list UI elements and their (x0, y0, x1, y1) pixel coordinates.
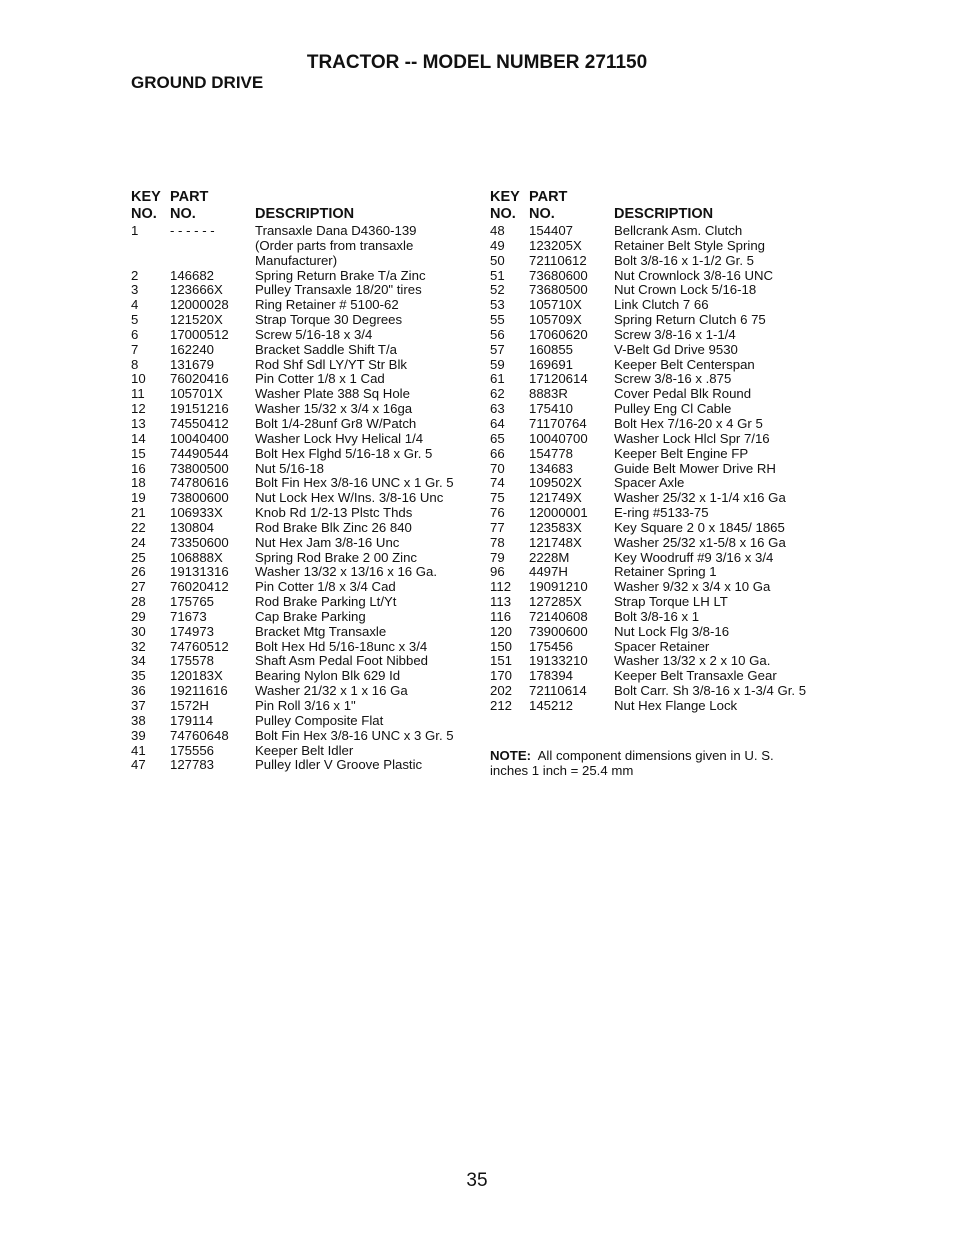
part-description: Screw 3/8-16 x .875 (614, 371, 732, 387)
key-number: 57 (490, 341, 505, 357)
part-description: Spring Rod Brake 2 00 Zinc (255, 549, 417, 565)
part-description: Nut Hex Jam 3/8-16 Unc (255, 534, 400, 550)
part-number: 105701X (170, 386, 223, 402)
part-number: 73900600 (529, 623, 588, 639)
part-description: Washer 21/32 x 1 x 16 Ga (255, 683, 408, 699)
part-description: Washer 13/32 x 13/16 x 16 Ga. (255, 564, 438, 580)
part-number: 19131316 (170, 564, 229, 580)
header-description: DESCRIPTION (255, 206, 355, 222)
part-description: Bolt 1/4-28unf Gr8 W/Patch (255, 415, 417, 431)
part-description: Keeper Belt Idler (255, 742, 354, 758)
part-description: Spring Return Brake T/a Zinc (255, 267, 426, 283)
part-description: Nut Lock Flg 3/8-16 (614, 623, 730, 639)
key-number: 7 (131, 341, 139, 357)
part-description: Strap Torque 30 Degrees (255, 312, 403, 328)
part-description: V-Belt Gd Drive 9530 (614, 341, 738, 357)
note-text: All component dimensions given in U. S. inches 1 inch = 25.4 mm (490, 748, 774, 778)
part-description: Keeper Belt Engine FP (614, 445, 749, 461)
key-number: 12 (131, 401, 146, 417)
part-number: 76020416 (170, 371, 229, 387)
part-number: 73680500 (529, 282, 588, 298)
part-description: Washer Lock Hvy Helical 1/4 (255, 430, 424, 446)
part-description: Keeper Belt Transaxle Gear (614, 668, 777, 684)
key-number: 3 (131, 282, 139, 298)
part-number: 17120614 (529, 371, 588, 387)
key-number: 76 (490, 505, 505, 521)
part-description: Transaxle Dana D4360-139 (255, 223, 417, 238)
part-number: 19211616 (170, 683, 228, 699)
part-description: Nut Hex Flange Lock (614, 698, 738, 713)
key-number: 64 (490, 415, 505, 431)
part-description: Pulley Idler V Groove Plastic (255, 757, 423, 773)
part-number: 154407 (529, 223, 574, 238)
key-number: 79 (490, 549, 505, 565)
part-number: 12000001 (529, 505, 588, 521)
part-number: 73680600 (529, 267, 588, 283)
part-number: 154778 (529, 445, 574, 461)
part-number: 123666X (170, 282, 223, 298)
part-description: Bolt Carr. Sh 3/8-16 x 1-3/4 Gr. 5 (614, 683, 807, 699)
part-number: 73800500 (170, 460, 229, 476)
key-number: 65 (490, 430, 505, 446)
key-number: 61 (490, 371, 505, 387)
part-description: Spacer Axle (614, 475, 685, 491)
part-description: Shaft Asm Pedal Foot Nibbed (255, 653, 429, 669)
part-number: 109502X (529, 475, 582, 491)
part-number: 19133210 (529, 653, 588, 669)
key-number: 29 (131, 608, 146, 624)
key-number: 6 (131, 326, 139, 342)
part-description: Bracket Saddle Shift T/a (255, 341, 397, 357)
part-number: 179114 (170, 712, 214, 728)
key-number: 62 (490, 386, 505, 402)
part-description: Nut Crown Lock 5/16-18 (614, 282, 757, 298)
part-number: 178394 (529, 668, 574, 684)
part-number: 17000512 (170, 326, 229, 342)
part-description: Screw 5/16-18 x 3/4 (255, 326, 373, 342)
key-number: 113 (490, 594, 512, 610)
part-number: 175410 (529, 401, 574, 417)
part-number: 105710X (529, 297, 582, 313)
part-number: 160855 (529, 341, 574, 357)
part-number: 130804 (170, 519, 215, 535)
key-number: 16 (131, 460, 146, 476)
part-number: 10040700 (529, 430, 588, 446)
part-number: 76020412 (170, 579, 229, 595)
part-number: 106888X (170, 549, 223, 565)
header-key-line2: NO. (490, 206, 516, 222)
key-number: 49 (490, 237, 505, 253)
key-number: 212 (490, 698, 513, 713)
part-description: Key Woodruff #9 3/16 x 3/4 (614, 549, 774, 565)
header-key-line2: NO. (131, 206, 157, 222)
part-number: 121748X (529, 534, 582, 550)
key-number: 19 (131, 490, 146, 506)
key-number: 30 (131, 623, 146, 639)
part-description: Spring Return Clutch 6 75 (614, 312, 766, 328)
key-number: 1 (131, 223, 139, 238)
part-description: Ring Retainer # 5100-62 (255, 297, 399, 313)
header-part-line1: PART (170, 189, 209, 205)
part-number: - - - - - - (170, 223, 215, 238)
part-description: Retainer Belt Style Spring (614, 237, 765, 253)
part-description: Retainer Spring 1 (614, 564, 717, 580)
part-description: Bolt Hex Flghd 5/16-18 x Gr. 5 (255, 445, 433, 461)
key-number: 27 (131, 579, 146, 595)
key-number: 13 (131, 415, 146, 431)
part-description: Rod Shf Sdl LY/YT Str Blk (255, 356, 407, 372)
key-number: 34 (131, 653, 146, 669)
key-number: 75 (490, 490, 505, 506)
part-number: 73350600 (170, 534, 229, 550)
part-number: 175578 (170, 653, 215, 669)
part-description: Bolt 3/8-16 x 1-1/2 Gr. 5 (614, 252, 755, 268)
part-description: Bolt Hex Hd 5/16-18unc x 3/4 (255, 638, 428, 654)
key-number: 38 (131, 712, 146, 728)
part-number: 74780616 (170, 475, 229, 491)
part-description: Pulley Composite Flat (255, 712, 384, 728)
key-number: 50 (490, 252, 505, 268)
part-number: 127285X (529, 594, 582, 610)
part-description: Guide Belt Mower Drive RH (614, 460, 776, 476)
part-number: 175765 (170, 594, 215, 610)
part-description: Knob Rd 1/2-13 Plstc Thds (255, 505, 413, 521)
part-number: 74490544 (170, 445, 229, 461)
part-number: 4497H (529, 564, 568, 580)
part-number: 123205X (529, 237, 582, 253)
part-description: Keeper Belt Centerspan (614, 356, 755, 372)
part-description: Bolt Fin Hex 3/8-16 UNC x 3 Gr. 5 (255, 727, 454, 743)
key-number: 116 (490, 608, 512, 624)
part-description: Washer 25/32 x 1-1/4 x16 Ga (614, 490, 786, 506)
key-number: 37 (131, 698, 146, 714)
part-description: Rod Brake Parking Lt/Yt (255, 594, 397, 610)
key-number: 2 (131, 267, 139, 283)
part-number: 8883R (529, 386, 568, 402)
key-number: 51 (490, 267, 505, 283)
note (490, 748, 810, 778)
part-number: 175456 (529, 638, 574, 654)
key-number: 32 (131, 638, 146, 654)
key-number: 10 (131, 371, 146, 387)
part-description: Nut 5/16-18 (255, 460, 324, 476)
part-number: 106933X (170, 505, 223, 521)
header-key-line1: KEY (131, 189, 161, 205)
key-number: 4 (131, 297, 139, 313)
note-label: NOTE: (490, 748, 532, 763)
part-description: E-ring #5133-75 (614, 505, 709, 521)
part-description: Rod Brake Blk Zinc 26 840 (255, 519, 412, 535)
part-description: Washer 9/32 x 3/4 x 10 Ga (614, 579, 771, 595)
key-number: 11 (131, 386, 145, 402)
part-description: Washer 13/32 x 2 x 10 Ga. (614, 653, 771, 669)
header-key-line1: KEY (490, 189, 520, 205)
part-number: 2228M (529, 549, 570, 565)
part-number: 169691 (529, 356, 574, 372)
key-number: 47 (131, 757, 146, 773)
header-part-line2: NO. (170, 206, 196, 222)
part-description: (Order parts from transaxle (255, 237, 414, 253)
part-number: 74760648 (170, 727, 229, 743)
part-description: Manufacturer) (255, 252, 338, 268)
key-number: 150 (490, 638, 513, 654)
part-number: 71673 (170, 608, 207, 624)
key-number: 56 (490, 326, 505, 342)
part-description: Pin Roll 3/16 x 1" (255, 698, 356, 714)
part-number: 10040400 (170, 430, 229, 446)
part-description: Nut Lock Hex W/Ins. 3/8-16 Unc (255, 490, 444, 506)
part-description: Bellcrank Asm. Clutch (614, 223, 743, 238)
part-number: 121520X (170, 312, 223, 328)
key-number: 120 (490, 623, 513, 639)
part-number: 72110612 (529, 252, 587, 268)
key-number: 28 (131, 594, 146, 610)
part-description: Nut Crownlock 3/8-16 UNC (614, 267, 774, 283)
part-description: Bolt Fin Hex 3/8-16 UNC x 1 Gr. 5 (255, 475, 454, 491)
key-number: 74 (490, 475, 505, 491)
part-description: Strap Torque LH LT (614, 594, 728, 610)
key-number: 14 (131, 430, 146, 446)
part-description: Bearing Nylon Blk 629 Id (255, 668, 401, 684)
part-description: Bolt 3/8-16 x 1 (614, 608, 700, 624)
key-number: 25 (131, 549, 146, 565)
part-number: 74550412 (170, 415, 229, 431)
key-number: 202 (490, 683, 513, 699)
part-number: 145212 (529, 698, 574, 713)
part-number: 123583X (529, 519, 582, 535)
header-description: DESCRIPTION (614, 206, 714, 222)
part-number: 72110614 (529, 683, 587, 699)
key-number: 22 (131, 519, 146, 535)
key-number: 70 (490, 460, 505, 476)
part-number: 12000028 (170, 297, 229, 313)
part-description: Bracket Mtg Transaxle (255, 623, 387, 639)
key-number: 52 (490, 282, 505, 298)
key-number: 78 (490, 534, 505, 550)
part-description: Washer Plate 388 Sq Hole (255, 386, 410, 402)
key-number: 8 (131, 356, 139, 372)
key-number: 77 (490, 519, 505, 535)
part-number: 19091210 (529, 579, 588, 595)
part-number: 105709X (529, 312, 582, 328)
key-number: 41 (131, 742, 146, 758)
part-description: Pulley Transaxle 18/20" tires (255, 282, 422, 298)
part-number: 120183X (170, 668, 223, 684)
key-number: 39 (131, 727, 146, 743)
part-number: 1572H (170, 698, 209, 714)
part-description: Key Square 2 0 x 1845/ 1865 (614, 519, 785, 535)
section-title: GROUND DRIVE (131, 73, 264, 92)
page-number: 35 (466, 1170, 488, 1191)
part-number: 131679 (170, 356, 215, 372)
key-number: 66 (490, 445, 505, 461)
part-description: Screw 3/8-16 x 1-1/4 (614, 326, 736, 342)
key-number: 170 (490, 668, 513, 684)
part-description: Washer 25/32 x1-5/8 x 16 Ga (614, 534, 786, 550)
key-number: 24 (131, 534, 146, 550)
key-number: 26 (131, 564, 146, 580)
part-number: 17060620 (529, 326, 588, 342)
key-number: 63 (490, 401, 505, 417)
key-number: 59 (490, 356, 505, 372)
part-description: Bolt Hex 7/16-20 x 4 Gr 5 (614, 415, 763, 431)
part-description: Pulley Eng Cl Cable (614, 401, 732, 417)
key-number: 112 (490, 579, 512, 595)
part-number: 174973 (170, 623, 215, 639)
part-number: 146682 (170, 267, 215, 283)
header-part-line2: NO. (529, 206, 555, 222)
part-number: 127783 (170, 757, 215, 773)
part-number: 19151216 (170, 401, 229, 417)
part-description: Cover Pedal Blk Round (614, 386, 752, 402)
part-description: Washer Lock Hlcl Spr 7/16 (614, 430, 770, 446)
key-number: 18 (131, 475, 146, 491)
part-description: Pin Cotter 1/8 x 1 Cad (255, 371, 385, 387)
part-number: 74760512 (170, 638, 229, 654)
header-part-line1: PART (529, 189, 568, 205)
key-number: 48 (490, 223, 505, 238)
part-number: 162240 (170, 341, 215, 357)
part-description: Pin Cotter 1/8 x 3/4 Cad (255, 579, 396, 595)
part-description: Cap Brake Parking (255, 608, 366, 624)
part-number: 175556 (170, 742, 215, 758)
key-number: 36 (131, 683, 146, 699)
part-description: Link Clutch 7 66 (614, 297, 709, 313)
part-number: 121749X (529, 490, 582, 506)
part-number: 134683 (529, 460, 574, 476)
part-number: 73800600 (170, 490, 229, 506)
part-description: Washer 15/32 x 3/4 x 16ga (255, 401, 413, 417)
key-number: 96 (490, 564, 505, 580)
key-number: 15 (131, 445, 146, 461)
key-number: 151 (490, 653, 513, 669)
key-number: 53 (490, 297, 505, 313)
key-number: 5 (131, 312, 139, 328)
key-number: 35 (131, 668, 146, 684)
key-number: 55 (490, 312, 505, 328)
key-number: 21 (131, 505, 146, 521)
part-number: 72140608 (529, 608, 588, 624)
page-title: TRACTOR -- MODEL NUMBER 271150 (306, 52, 648, 73)
part-description: Spacer Retainer (614, 638, 710, 654)
part-number: 71170764 (529, 415, 587, 431)
